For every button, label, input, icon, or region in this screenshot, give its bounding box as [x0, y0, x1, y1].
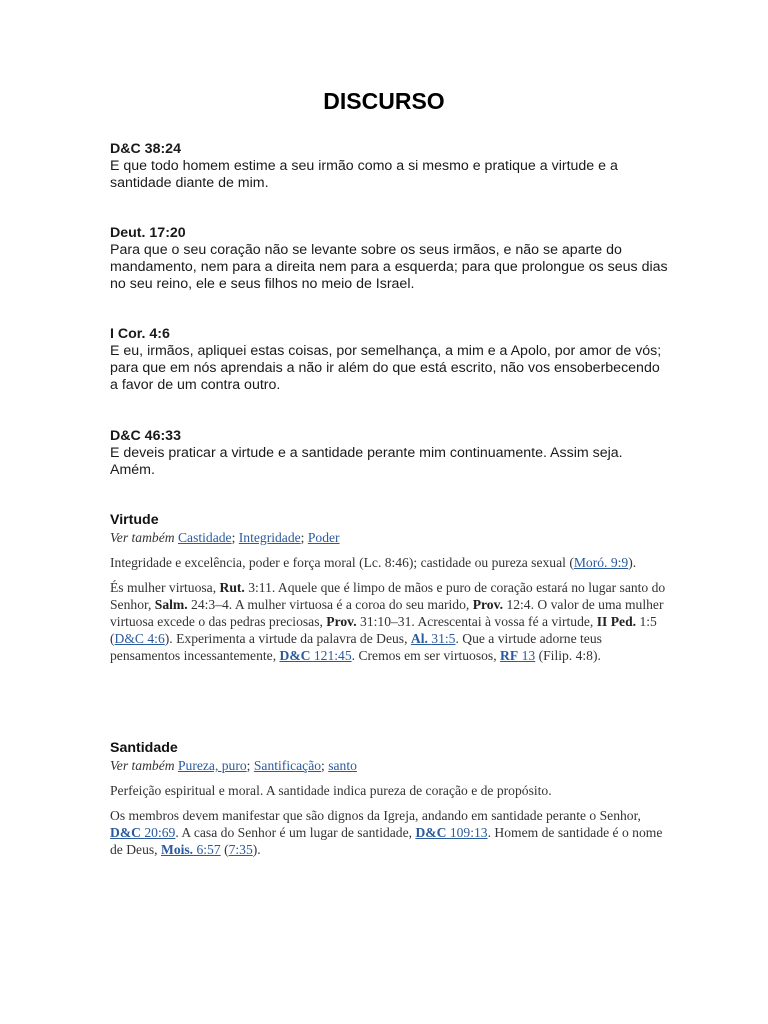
body-text: . Homem de santidade é o nome de Deus,: [110, 825, 663, 857]
body-text: ).: [252, 842, 261, 857]
body-text: 12:4. O valor de uma mulher virtuosa excede o das pedras preciosas,: [110, 597, 664, 629]
reference-link[interactable]: [415, 825, 487, 840]
body-text: 1:5 (: [110, 614, 657, 646]
body-text: 31:10–31. Acrescentai à vossa fé a virtude,: [360, 614, 594, 629]
reference-link[interactable]: [161, 842, 221, 857]
body-text: És mulher virtuosa,: [110, 580, 217, 595]
see-also-link[interactable]: Pureza, puro: [177, 758, 247, 773]
scripture-block: [110, 225, 670, 293]
scripture-text: E eu, irmãos, apliquei estas coisas, por semelhança, a mim e a Apolo, por amor de vós; para que em nós aprendais a não ir além do que está escrito, não vos ensoberbecendo a favor de um contra outro.: [110, 343, 662, 393]
reference-link[interactable]: [411, 631, 456, 646]
references-paragraph: [110, 807, 670, 858]
reference-link[interactable]: 7:35: [228, 842, 253, 857]
definition-paragraph: Perfeição espiritual e moral. A santidade indica pureza de coração e de propósito.: [110, 783, 552, 798]
link-verse: 6:57: [196, 842, 221, 857]
santidade-entry: [110, 739, 670, 858]
definition-text: Integridade e excelência, poder e força moral (Lc. 8:46); castidade ou pureza sexual (: [110, 555, 574, 570]
book-abbrev: Prov.: [326, 614, 357, 629]
body-text: (Filip. 4:8).: [538, 648, 601, 663]
entry-heading: Santidade: [110, 740, 178, 756]
body-text: 3:11. Aquele que é limpo de mãos e puro de coração estará no lugar santo do Senhor,: [110, 580, 666, 612]
book-abbrev: Prov.: [472, 597, 504, 612]
link-verse: 20:69: [144, 825, 176, 840]
link-book: D&C: [279, 648, 311, 663]
see-also-link[interactable]: Castidade: [177, 530, 232, 545]
scripture-reference: D&C 38:24: [110, 141, 181, 157]
see-also-link[interactable]: santo: [328, 758, 357, 773]
see-also-label: Ver também: [110, 758, 175, 773]
link-book: D&C: [110, 825, 141, 840]
reference-link[interactable]: [280, 648, 352, 663]
scripture-block: [110, 326, 670, 394]
reference-link[interactable]: Moró. 9:9: [573, 555, 629, 570]
definition-paragraph: [110, 554, 670, 571]
scripture-text: E deveis praticar a virtude e a santidade perante mim continuamente. Assim seja. Amém.: [110, 445, 623, 478]
references-paragraph: [110, 579, 670, 664]
see-also-label: Ver também: [110, 530, 175, 545]
entry-heading: Virtude: [110, 512, 159, 528]
see-also-link[interactable]: Santificação: [253, 758, 322, 773]
page-title: DISCURSO: [323, 88, 445, 114]
scripture-text: E que todo homem estime a seu irmão como a si mesmo e pratique a virtude e a santidade diante de mim.: [110, 158, 618, 191]
link-verse: 109:13: [449, 825, 488, 840]
book-abbrev: Rut.: [219, 580, 245, 595]
scripture-block: [110, 141, 670, 192]
definition-text: ).: [628, 555, 637, 570]
reference-link[interactable]: D&C 4:6: [114, 631, 165, 646]
body-text: . Que a virtude adorne teus pensamentos incessantemente,: [110, 631, 602, 663]
scripture-block: [110, 428, 670, 479]
body-text: . A casa do Senhor é um lugar de santidade,: [175, 825, 413, 840]
scripture-reference: Deut. 17:20: [110, 225, 186, 241]
body-text: ). Experimenta a virtude da palavra de Deus,: [164, 631, 408, 646]
scripture-text: Para que o seu coração não se levante sobre os seus irmãos, e não se aparte do mandamento, nem para a direita nem para a esquerda; para que prolongue os seus dias no seu reino, ele e seus filhos no meio de Israel.: [110, 242, 668, 292]
link-verse: 31:5: [431, 631, 456, 646]
body-text: Os membros devem manifestar que são dignos da Igreja, andando em santidade perante o Senhor,: [110, 808, 641, 823]
reference-link[interactable]: [500, 648, 535, 663]
link-verse: 13: [521, 648, 536, 663]
see-also-line: Ver também Castidade; Integridade; Poder: [110, 530, 340, 545]
link-book: Al.: [410, 631, 428, 646]
body-text: (: [224, 842, 229, 857]
see-also-link[interactable]: Poder: [307, 530, 340, 545]
link-book: D&C: [415, 825, 447, 840]
reference-link[interactable]: [110, 825, 175, 840]
link-book: RF: [500, 648, 519, 663]
book-abbrev: II Ped.: [596, 614, 637, 629]
see-also-link[interactable]: Integridade: [238, 530, 301, 545]
scripture-reference: I Cor. 4:6: [110, 326, 170, 342]
virtude-entry: [110, 511, 670, 664]
book-abbrev: Salm.: [154, 597, 188, 612]
see-also-line: Ver também Pureza, puro; Santificação; santo: [110, 758, 357, 773]
link-book: Mois.: [160, 842, 194, 857]
link-verse: 121:45: [313, 648, 352, 663]
body-text: 24:3–4. A mulher virtuosa é a coroa do seu marido,: [191, 597, 470, 612]
scripture-reference: D&C 46:33: [110, 428, 181, 444]
body-text: . Cremos em ser virtuosos,: [351, 648, 497, 663]
